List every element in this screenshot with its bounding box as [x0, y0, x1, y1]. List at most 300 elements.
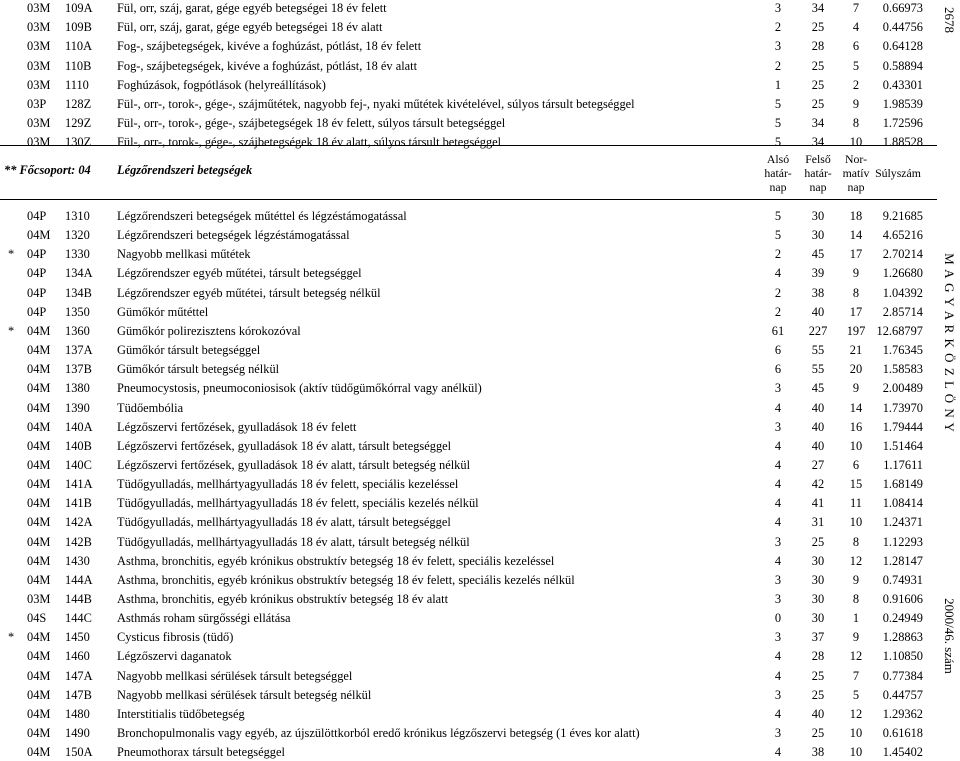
upper-limit-days: 40	[811, 706, 825, 721]
drg-code: 137A	[65, 343, 93, 358]
table-row	[0, 284, 930, 302]
lower-limit-days: 4	[774, 400, 782, 415]
lower-limit-days: 3	[774, 630, 782, 645]
mdc-code: 04M	[27, 515, 51, 530]
weight: 0.91606	[882, 592, 923, 606]
description: Pneumothorax társult betegséggel	[117, 745, 285, 760]
mdc-code: 04M	[27, 419, 51, 434]
lower-limit-days: 3	[774, 726, 782, 741]
lower-limit-days: 2	[774, 247, 782, 262]
mdc-code: 04P	[27, 285, 47, 300]
drg-code: 150A	[65, 745, 93, 760]
lower-limit-days: 6	[774, 362, 782, 377]
weight: 0.44757	[882, 687, 923, 702]
description: Asthma, bronchitis, egyéb krónikus obstruktív betegség 18 év felett, speciális kezelés nélkül	[117, 572, 575, 587]
drg-code: 141A	[65, 477, 93, 492]
description: Fül-, orr-, torok-, gége-, szájműtétek, nagyobb fej-, nyaki műtétek kivételével, súlyos társult betegséggel	[117, 97, 635, 111]
weight: 1.79444	[882, 419, 923, 434]
header-norm-days: Nor- matív nap	[842, 152, 870, 194]
table-row	[0, 207, 930, 225]
description: Légzőrendszer egyéb műtétei, társult betegséggel	[117, 266, 362, 281]
normative-days: 1	[852, 611, 860, 626]
header-high-days: Felső határ- nap	[804, 152, 832, 194]
description: Légzőszervi fertőzések, gyulladások 18 év alatt, társult betegség nélkül	[117, 457, 471, 472]
marker: *	[8, 323, 15, 338]
table-row	[0, 686, 930, 704]
upper-limit-days: 40	[811, 438, 825, 453]
upper-limit-days: 34	[811, 135, 825, 150]
lower-limit-days: 4	[774, 649, 782, 664]
mdc-code: 04M	[27, 457, 51, 472]
description: Gümőkór polirezisztens kórokozóval	[117, 323, 301, 338]
table-row	[0, 303, 930, 321]
drg-code: 1430	[65, 553, 90, 568]
drg-code: 129Z	[65, 116, 92, 131]
upper-limit-days: 227	[808, 323, 828, 338]
drg-code: 142B	[65, 534, 92, 549]
weight: 1.73970	[882, 400, 923, 415]
lower-limit-days: 2	[774, 285, 782, 300]
lower-limit-days: 3	[774, 39, 782, 54]
weight: 1.10850	[882, 649, 923, 664]
drg-code: 140A	[65, 419, 93, 434]
drg-code: 147A	[65, 668, 93, 683]
description: Légzőrendszer egyéb műtétei, társult betegség nélkül	[117, 285, 381, 300]
normative-days: 9	[852, 381, 860, 396]
upper-limit-days: 25	[811, 20, 825, 35]
normative-days: 5	[852, 58, 860, 73]
mdc-code: 03M	[27, 592, 51, 606]
section-rule-bottom	[0, 199, 937, 200]
normative-days: 9	[852, 97, 860, 111]
normative-days: 12	[849, 553, 863, 568]
drg-code: 142A	[65, 515, 93, 530]
mdc-code: 04P	[27, 304, 47, 319]
table-row	[0, 590, 930, 608]
mdc-code: 04M	[27, 400, 51, 415]
mdc-code: 04M	[27, 228, 51, 243]
description: Foghúzások, fogpótlások (helyreállítások)	[117, 77, 326, 92]
lower-limit-days: 5	[774, 228, 782, 243]
upper-limit-days: 37	[811, 630, 825, 645]
description: Asthmás roham sürgősségi ellátása	[117, 611, 291, 626]
mdc-code: 04M	[27, 630, 51, 645]
upper-limit-days: 30	[811, 572, 825, 587]
description: Nagyobb mellkasi sérülések társult betegség nélkül	[117, 687, 372, 702]
upper-limit-days: 27	[811, 457, 825, 472]
weight: 1.29362	[882, 706, 923, 721]
table-row	[0, 57, 930, 75]
mdc-code: 04P	[27, 247, 47, 262]
drg-code: 141B	[65, 496, 92, 511]
table-row	[0, 513, 930, 531]
description: Gümőkór társult betegséggel	[117, 343, 261, 358]
upper-limit-days: 28	[811, 649, 825, 664]
lower-limit-days: 4	[774, 706, 782, 721]
mdc-code: 03M	[27, 39, 51, 54]
table-row	[0, 95, 930, 113]
lower-limit-days: 5	[774, 97, 782, 111]
drg-code: 144A	[65, 572, 93, 587]
mdc-code: 03M	[27, 77, 51, 92]
normative-days: 12	[849, 706, 863, 721]
description: Tüdőgyulladás, mellhártyagyulladás 18 év alatt, társult betegség nélkül	[117, 534, 470, 549]
mdc-code: 04M	[27, 496, 51, 511]
description: Légzőrendszeri betegségek légzéstámogatással	[117, 228, 350, 243]
weight: 1.12293	[882, 534, 923, 549]
weight: 0.44756	[882, 20, 923, 35]
table-row	[0, 667, 930, 685]
weight: 1.98539	[882, 97, 923, 111]
normative-days: 10	[849, 438, 863, 453]
lower-limit-days: 3	[774, 419, 782, 434]
description: Légzőszervi fertőzések, gyulladások 18 év felett	[117, 419, 357, 434]
drg-code: 1310	[65, 209, 90, 223]
weight: 1.72596	[882, 116, 923, 131]
description: Tüdőgyulladás, mellhártyagyulladás 18 év felett, speciális kezeléssel	[117, 477, 459, 492]
description: Nagyobb mellkasi műtétek	[117, 247, 251, 262]
mdc-code: 04M	[27, 745, 51, 760]
normative-days: 10	[849, 135, 863, 150]
upper-limit-days: 55	[811, 343, 825, 358]
upper-limit-days: 31	[811, 515, 825, 530]
drg-code: 128Z	[65, 97, 92, 111]
upper-limit-days: 30	[811, 209, 825, 223]
upper-limit-days: 40	[811, 419, 825, 434]
drg-code: 137B	[65, 362, 92, 377]
weight: 9.21685	[882, 209, 923, 223]
normative-days: 10	[849, 515, 863, 530]
drg-code: 1360	[65, 323, 90, 338]
drg-code: 1490	[65, 726, 90, 741]
lower-limit-days: 3	[774, 572, 782, 587]
upper-limit-days: 30	[811, 592, 825, 606]
mdc-code: 04M	[27, 381, 51, 396]
weight: 1.76345	[882, 343, 923, 358]
table-row	[0, 705, 930, 723]
normative-days: 10	[849, 726, 863, 741]
description: Interstitialis tüdőbetegség	[117, 706, 245, 721]
lower-limit-days: 6	[774, 343, 782, 358]
mdc-code: 04M	[27, 649, 51, 664]
description: Gümőkór társult betegség nélkül	[117, 362, 280, 377]
normative-days: 4	[852, 20, 860, 35]
weight: 0.24949	[882, 611, 923, 626]
page-number: 2678	[942, 7, 957, 33]
drg-code: 140C	[65, 457, 92, 472]
normative-days: 11	[850, 496, 862, 511]
normative-days: 9	[852, 266, 860, 281]
upper-limit-days: 40	[811, 400, 825, 415]
mdc-code: 04S	[27, 611, 47, 626]
marker: *	[8, 247, 15, 262]
description: Pneumocystosis, pneumoconiosisok (aktív tüdőgümőkórral vagy anélkül)	[117, 381, 482, 396]
lower-limit-days: 2	[774, 20, 782, 35]
mdc-code: 03M	[27, 135, 51, 150]
upper-limit-days: 28	[811, 39, 825, 54]
mdc-code: 04M	[27, 343, 51, 358]
table-row	[0, 418, 930, 436]
weight: 1.17611	[883, 457, 923, 472]
drg-code: 134B	[65, 285, 92, 300]
lower-limit-days: 4	[774, 266, 782, 281]
lower-limit-days: 4	[774, 438, 782, 453]
mdc-code: 04P	[27, 266, 47, 281]
normative-days: 197	[846, 323, 866, 338]
normative-days: 9	[852, 572, 860, 587]
upper-limit-days: 38	[811, 285, 825, 300]
normative-days: 20	[849, 362, 863, 377]
mdc-code: 03M	[27, 58, 51, 73]
description: Nagyobb mellkasi sérülések társult betegséggel	[117, 668, 353, 683]
table-row	[0, 322, 930, 340]
normative-days: 18	[849, 209, 863, 223]
table-row	[0, 743, 930, 761]
weight: 1.58583	[882, 362, 923, 377]
normative-days: 6	[852, 457, 860, 472]
upper-limit-days: 25	[811, 687, 825, 702]
description: Légzőszervi daganatok	[117, 649, 232, 664]
upper-limit-days: 45	[811, 381, 825, 396]
weight: 1.28147	[882, 553, 923, 568]
weight: 2.00489	[882, 381, 923, 396]
drg-code: 1110	[65, 77, 89, 92]
description: Asthma, bronchitis, egyéb krónikus obstruktív betegség 18 év felett, speciális kezeléssel	[117, 553, 555, 568]
normative-days: 8	[852, 285, 860, 300]
upper-limit-days: 25	[811, 58, 825, 73]
table-row	[0, 475, 930, 493]
normative-days: 9	[852, 630, 860, 645]
weight: 1.24371	[882, 515, 923, 530]
weight: 1.51464	[882, 438, 923, 453]
upper-limit-days: 42	[811, 477, 825, 492]
drg-code: 144B	[65, 592, 92, 606]
weight: 0.61618	[882, 726, 923, 741]
drg-code: 109B	[65, 20, 92, 35]
table-row	[0, 628, 930, 646]
description: Fül, orr, száj, garat, gége egyéb betegségei 18 év alatt	[117, 20, 383, 35]
table-row	[0, 399, 930, 417]
drg-code: 144C	[65, 611, 92, 626]
mdc-code: 04M	[27, 553, 51, 568]
drg-code: 1330	[65, 247, 90, 262]
table-row	[0, 37, 930, 55]
lower-limit-days: 4	[774, 668, 782, 683]
lower-limit-days: 4	[774, 745, 782, 760]
table-row	[0, 647, 930, 665]
issue-number: 2000/46. szám	[942, 598, 957, 674]
upper-limit-days: 30	[811, 611, 825, 626]
normative-days: 10	[849, 745, 863, 760]
drg-code: 1460	[65, 649, 90, 664]
lower-limit-days: 4	[774, 496, 782, 511]
lower-limit-days: 2	[774, 58, 782, 73]
normative-days: 8	[852, 534, 860, 549]
drg-code: 109A	[65, 1, 93, 15]
table-row	[0, 437, 930, 455]
upper-limit-days: 45	[811, 247, 825, 262]
weight: 0.43301	[882, 77, 923, 92]
normative-days: 15	[849, 477, 863, 492]
weight: 0.66973	[882, 1, 923, 15]
weight: 0.58894	[882, 58, 923, 73]
table-row	[0, 360, 930, 378]
drg-code: 1450	[65, 630, 90, 645]
table-row	[0, 494, 930, 512]
drg-code: 140B	[65, 438, 92, 453]
weight: 1.68149	[882, 477, 923, 492]
mdc-code: 03M	[27, 20, 51, 35]
lower-limit-days: 3	[774, 687, 782, 702]
mdc-code: 03M	[27, 1, 51, 15]
mdc-code: 04M	[27, 668, 51, 683]
table-row	[0, 264, 930, 282]
lower-limit-days: 3	[774, 381, 782, 396]
normative-days: 8	[852, 592, 860, 606]
description: Fül-, orr-, torok-, gége-, szájbetegségek 18 év felett, súlyos társult betegséggel	[117, 116, 506, 131]
mdc-code: 04M	[27, 362, 51, 377]
upper-limit-days: 30	[811, 228, 825, 243]
mdc-code: 04M	[27, 687, 51, 702]
mdc-code: 04M	[27, 323, 51, 338]
table-row	[0, 533, 930, 551]
lower-limit-days: 4	[774, 457, 782, 472]
description: Légzőrendszeri betegségek műtéttel és légzéstámogatással	[117, 209, 407, 223]
description: Fog-, szájbetegségek, kivéve a foghúzást, pótlást, 18 év alatt	[117, 58, 418, 73]
mdc-code: 04M	[27, 572, 51, 587]
weight: 1.08414	[882, 496, 923, 511]
normative-days: 6	[852, 39, 860, 54]
description: Tüdőgyulladás, mellhártyagyulladás 18 év alatt, társult betegséggel	[117, 515, 451, 530]
table-row	[0, 341, 930, 359]
normative-days: 17	[849, 247, 863, 262]
weight: 0.77384	[882, 668, 923, 683]
weight: 2.70214	[882, 247, 923, 262]
table-row	[0, 571, 930, 589]
section-rule-top	[0, 145, 937, 146]
weight: 12.68797	[876, 323, 923, 338]
lower-limit-days: 0	[774, 611, 782, 626]
mdc-code: 04M	[27, 477, 51, 492]
table-row	[0, 76, 930, 94]
journal-title: M A G Y A R K Ö Z L Ö N Y	[942, 253, 957, 433]
page-sidebar	[938, 0, 960, 687]
normative-days: 2	[852, 77, 860, 92]
upper-limit-days: 25	[811, 668, 825, 683]
upper-limit-days: 25	[811, 534, 825, 549]
drg-code: 1480	[65, 706, 90, 721]
upper-limit-days: 55	[811, 362, 825, 377]
lower-limit-days: 2	[774, 304, 782, 319]
table-row	[0, 609, 930, 627]
mdc-code: 04M	[27, 726, 51, 741]
lower-limit-days: 4	[774, 477, 782, 492]
weight: 1.28863	[882, 630, 923, 645]
drg-code: 134A	[65, 266, 93, 281]
table-row	[0, 379, 930, 397]
drg-code: 1320	[65, 228, 90, 243]
lower-limit-days: 5	[774, 209, 782, 223]
mdc-code: 04M	[27, 706, 51, 721]
lower-limit-days: 3	[774, 1, 782, 15]
upper-limit-days: 40	[811, 304, 825, 319]
weight: 1.26680	[882, 266, 923, 281]
normative-days: 12	[849, 649, 863, 664]
normative-days: 14	[849, 400, 863, 415]
lower-limit-days: 5	[774, 135, 782, 150]
table-row	[0, 456, 930, 474]
weight: 2.85714	[882, 304, 923, 319]
description: Bronchopulmonalis vagy egyéb, az újszülöttkorból eredő krónikus légzőszervi betegség (1 éves kor alatt)	[117, 726, 640, 741]
mdc-code: 04P	[27, 209, 47, 223]
table-row	[0, 552, 930, 570]
normative-days: 14	[849, 228, 863, 243]
upper-limit-days: 30	[811, 553, 825, 568]
description: Fog-, szájbetegségek, kivéve a foghúzást, pótlást, 18 év felett	[117, 39, 422, 54]
lower-limit-days: 3	[774, 592, 782, 606]
header-low-days: Alsó határ- nap	[764, 152, 792, 194]
header-weight: Súlyszám	[875, 166, 921, 180]
normative-days: 21	[849, 343, 863, 358]
description: Fül, orr, száj, garat, gége egyéb betegségei 18 év felett	[117, 1, 387, 15]
mdc-code: 03M	[27, 116, 51, 131]
lower-limit-days: 3	[774, 534, 782, 549]
drg-code: 147B	[65, 687, 92, 702]
drg-code: 130Z	[65, 135, 92, 150]
normative-days: 17	[849, 304, 863, 319]
description: Cysticus fibrosis (tüdő)	[117, 630, 234, 645]
lower-limit-days: 1	[774, 77, 782, 92]
mdc-code: 03P	[27, 97, 47, 111]
upper-limit-days: 25	[811, 726, 825, 741]
description: Légzőszervi fertőzések, gyulladások 18 év alatt, társult betegséggel	[117, 438, 452, 453]
table-row	[0, 18, 930, 36]
weight: 4.65216	[882, 228, 923, 243]
lower-limit-days: 5	[774, 116, 782, 131]
normative-days: 8	[852, 116, 860, 131]
marker: *	[8, 630, 15, 645]
table-row	[0, 245, 930, 263]
upper-limit-days: 38	[811, 745, 825, 760]
normative-days: 16	[849, 419, 863, 434]
normative-days: 5	[852, 687, 860, 702]
lower-limit-days: 61	[771, 323, 785, 338]
group-title: Légzőrendszeri betegségek	[117, 163, 253, 177]
table-row	[0, 0, 930, 17]
mdc-code: 04M	[27, 438, 51, 453]
description: Fül-, orr-, torok-, gége-, szájbetegségek 18 év alatt, súlyos társult betegséggel	[117, 135, 502, 150]
drg-code: 1390	[65, 400, 90, 415]
normative-days: 7	[852, 668, 860, 683]
drg-code: 1380	[65, 381, 90, 396]
lower-limit-days: 4	[774, 553, 782, 568]
normative-days: 7	[852, 1, 860, 15]
description: Gümőkór műtéttel	[117, 304, 209, 319]
table-row	[0, 114, 930, 132]
weight: 1.04392	[882, 285, 923, 300]
upper-limit-days: 39	[811, 266, 825, 281]
mdc-code: 04M	[27, 534, 51, 549]
weight: 1.45402	[882, 745, 923, 760]
weight: 0.64128	[882, 39, 923, 54]
group-header	[0, 147, 937, 199]
description: Asthma, bronchitis, egyéb krónikus obstruktív betegség 18 év alatt	[117, 592, 449, 606]
upper-limit-days: 25	[811, 77, 825, 92]
drg-code: 1350	[65, 304, 90, 319]
table-row	[0, 226, 930, 244]
drg-code: 110B	[65, 58, 92, 73]
group-label: ** Főcsoport: 04	[4, 163, 91, 177]
